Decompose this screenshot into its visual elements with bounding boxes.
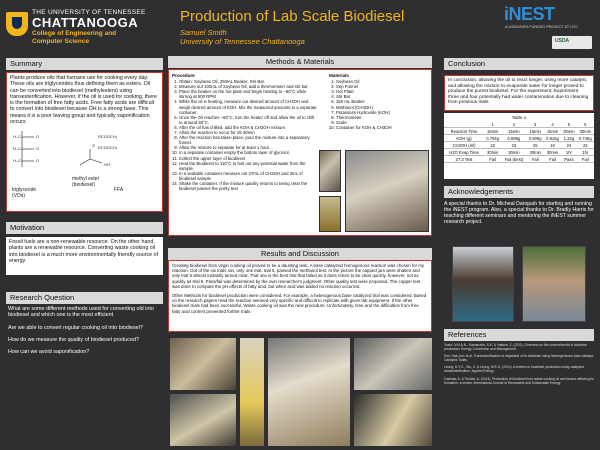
results-photo-tube — [240, 338, 264, 446]
material-item: 7. Potassium Hydroxide (KOH) — [336, 110, 429, 115]
lab-photo-bench — [345, 150, 429, 232]
table-cell: Fail — [544, 156, 561, 163]
material-item: 1. Soybean Oil — [336, 79, 429, 84]
table-cell: 27:3 Test — [444, 156, 484, 163]
chem-label-ffa: FFA — [114, 187, 124, 193]
methods-box — [168, 69, 432, 236]
svg-text:O: O — [92, 143, 96, 148]
results-table — [444, 121, 594, 163]
reference-item: Kim, Hak-Joo; et al. Transesterification of vegetable oil to biodiesel using heterogeneous base catalyst. Catalysis Today. — [444, 354, 594, 363]
procedure-block — [172, 73, 318, 191]
material-item: 6. Methanol (CH3OH) — [336, 105, 429, 110]
conclusion-text: In conclusion, allowing the oil to react longer, using more catalyst, and allowing the mixture to evaporate water for longer proved to produce the purest biodiesel. For the experiment, Experiment three and four potentially had water contamination due to cleaning from previous trials — [448, 78, 589, 106]
material-item: 8. Thermometer — [336, 115, 429, 120]
table-cell: 1.32g — [561, 135, 576, 142]
table-cell: 0.809g — [527, 135, 544, 142]
results-table-box — [444, 113, 594, 179]
table-cell: 1hr — [577, 149, 594, 156]
table-cell: Pass — [561, 156, 576, 163]
university-name-line2: CHATTANOOGA — [32, 15, 139, 30]
procedure-step: 11. Collect the upper layer of biodiesel — [179, 156, 318, 161]
svg-text:RCOOCH₃: RCOOCH₃ — [98, 134, 118, 139]
usda-logo-text: USDA — [555, 38, 570, 44]
results-photo-trials — [170, 394, 236, 446]
procedure-step: 9. Allow the mixture to separate for at least 1 hour. — [179, 145, 318, 150]
results-paragraph-2: Other Methods for biodiesel production were considered. For example, a heterogenous base catalyzed trial was considered. Based on the research papers read the reaction seemed very specific and difficult to replicate with given lab equipment. If the other biodiesel trials had been successful, Waste cooking oil was the next procedure. Unfortunately, time and the difficulties from free fatty acid content prevented further trials. — [172, 293, 427, 314]
table-row — [444, 142, 594, 149]
table-cell: Fail (best) — [501, 156, 526, 163]
college-name: College of Engineering and Computer Science — [32, 30, 117, 45]
inest-logo: iNEST — [504, 4, 555, 24]
research-question-1: What are some different methods used for converting old into biodiesel and which one is the most efficient — [8, 306, 154, 319]
table-cell: 30min — [484, 149, 501, 156]
reference-item: Gashaw, A. & Teshita, A. (2014). Production of biodiesel from waste cooking oil and factors affecting its formation: a review. International Journal of Renewable and Sustainable Energy. — [444, 376, 594, 385]
reference-item: Yusuf, N.N.A.N., Kamarudin, S.K. & Yaakub, Z. (2011). Overview on the current trends in biodiesel production. Energy Conversion and Management. — [444, 343, 588, 352]
table-cell: 30min — [501, 149, 526, 156]
author-block — [180, 28, 305, 46]
reference-item: Leung, D.Y.C., Wu, X. & Leung, M.K.H. (2010). A review on biodiesel production using catalyzed transesterification. Applied Energy. — [444, 365, 585, 374]
motivation-heading: Motivation — [6, 222, 163, 234]
utc-logo-icon — [6, 12, 28, 36]
procedure-step: 13. In a sealable container measure out 27mL of CH3OH and 3mL of biodiesel sample — [179, 171, 318, 181]
table-cell: 25 — [527, 142, 544, 149]
references-list — [444, 343, 594, 388]
results-photo-vials — [354, 394, 432, 446]
table-cell: 15min — [544, 128, 561, 135]
procedure-list — [172, 79, 318, 191]
author-affiliation: University of Tennessee Chattanooga — [180, 37, 305, 46]
table-cell: 15min — [484, 128, 501, 135]
material-item: 5. 250 mL Beaker — [336, 99, 429, 104]
table-cell: 30min — [544, 149, 561, 156]
inest-subtitle: A USDA/NIFA FUNDED PROJECT AT UTC — [505, 25, 578, 29]
table-cell: KOH (g) — [444, 135, 484, 142]
procedure-step: 6. After the oil has chilled, add the KOH & CH3OH mixture. — [179, 125, 318, 130]
svg-text:(VOs): (VOs) — [12, 193, 26, 199]
materials-block — [329, 73, 429, 130]
procedure-step: 8. After the reaction has taken place, pour the mixture into a separatory funnel. — [179, 135, 318, 145]
chem-label-triglyceride: triglyceride — [12, 187, 37, 193]
procedure-step: 10. In a separate container empty the bottom layer of glycerol. — [179, 150, 318, 155]
material-item: 2. Sep Funnel — [336, 84, 429, 89]
table-cell: 30min — [527, 149, 544, 156]
usda-logo-icon — [552, 36, 592, 49]
table-cell: 30min — [561, 128, 576, 135]
table-row — [444, 156, 594, 163]
research-question-heading: Research Question — [6, 292, 163, 304]
svg-text:O: O — [36, 146, 40, 151]
motivation-text: Fossil fuels are a non-renewable resource. On the other hand, plants are a renewable resource. Converting waste cooking oil into biodiesel is a much more environmentally friendly source of energy. — [9, 239, 158, 264]
conclusion-heading: Conclusion — [444, 58, 594, 70]
table-header-cell: 6 — [577, 121, 594, 128]
svg-text:H–C–: H–C– — [13, 146, 24, 151]
table-cell: Reaction Time — [444, 128, 484, 135]
table-row — [444, 128, 594, 135]
table-header-cell: 5 — [561, 121, 576, 128]
portrait-harris — [522, 246, 586, 322]
results-photo-jars — [170, 338, 236, 390]
table-row — [444, 135, 594, 142]
material-item: 9. Scale — [336, 120, 429, 125]
table-cell: 22 — [484, 142, 501, 149]
summary-heading: Summary — [6, 58, 163, 70]
table-cell: 15min — [527, 128, 544, 135]
acknowledgements-text: A special thanks to Dr. Micheal Danquah for starting and running the iNEST program. Also, a special thanks to Dr. Bradly Harris for teaching different seminars and mentoring the iNEST summer research project. — [444, 201, 594, 225]
svg-text:RCOOCH₃: RCOOCH₃ — [98, 145, 118, 150]
results-paragraph-1: Creating biodiesel from virgin cooking oil proved to be a daunting task. A base catalyzed homogenous reaction was chosen for my reaction. Out of the six trials ran, only one trial, trial 5, passed the methanol test. In the picture the capped jars were shaken and only trial 5 almost instantly turned clear. Trial one is the best trial that failed as it does return to be clear quickly, however, not as quickly as trial 5. Pass/fail was determined by the own researcher's judgment. Other quality test were proposed. The copper test was done to compare the pH effects of fatty acid, but when acid was added no reaction occurred. — [172, 263, 425, 289]
table-cell: 22 — [577, 142, 594, 149]
acknowledgements-heading: Acknowledgements — [444, 186, 594, 198]
poster-title: Production of Lab Scale Biodiesel — [180, 8, 405, 25]
procedure-step: 14. Shake the container. If the mixture quickly returns to being clear the biodiesel passes the purity test — [179, 181, 318, 191]
table-cell: CH3OH (ml) — [444, 142, 484, 149]
author-name: Samuel Smith — [180, 28, 227, 37]
portrait-danquah — [452, 246, 514, 322]
table-header-cell: 4 — [544, 121, 561, 128]
procedure-step: 7. Allow the reaction to occur for 15-30min — [179, 130, 318, 135]
svg-text:(biodiesel): (biodiesel) — [72, 182, 96, 188]
chem-label-methyl-ester: methyl ester — [72, 176, 100, 182]
procedure-step: 4. While the oil is heating, measure out desired amount of CH3OH and weigh desired amount of KOH. Mix the measured amounts in a separate container. — [179, 99, 318, 114]
results-heading: Results and Discussion — [168, 248, 432, 260]
lab-photo-sample — [319, 196, 341, 232]
table-cell: 24 — [561, 142, 576, 149]
table-cell: Fail — [527, 156, 544, 163]
summary-text: Plants produce oils that humans use for cooking every day. These oils are triglycerides thus defining them as esters. Oil can be converted into biodiesel (methylesters) using transesterification. However, if the oil is used for cooking, there is the formation of free fatty acids. Free fatty acids are difficult to convert into biodiesel because OH is a strong base. This means it is a poor leaving group and typically saponification occurs — [10, 75, 157, 126]
table-cell: H2O Evap Time — [444, 149, 484, 156]
procedure-title: Procedure — [172, 73, 195, 78]
table-header-cell: 3 — [527, 121, 544, 128]
svg-text:H–C–: H–C– — [13, 158, 24, 163]
research-question-list — [8, 306, 163, 361]
svg-text:O: O — [36, 134, 40, 139]
svg-text:H–C–: H–C– — [13, 134, 24, 139]
table-cell: 23 — [501, 142, 526, 149]
research-question-2: Are we able to convert regular cooking oil into biodiesel? — [8, 324, 143, 331]
table-cell: 0.889g — [501, 135, 526, 142]
research-question-3: How do we measure the quality of biodiesel produced? — [8, 336, 139, 343]
summary-box — [6, 72, 163, 212]
table-cell: Fail — [577, 156, 594, 163]
table-cell: 18 — [544, 142, 561, 149]
procedure-step: 1. Obtain: Soybean Oil, 250mL Beaker, Stir Bar. — [179, 79, 318, 84]
svg-text:OH: OH — [104, 162, 110, 167]
materials-title: Materials — [329, 73, 349, 78]
table-cell: 0.816g — [544, 135, 561, 142]
material-item: 3. Hot Plate — [336, 89, 429, 94]
table-cell: Fail — [484, 156, 501, 163]
procedure-step: 5. Once the Oil reaches ~60°C, turn the heater off and allow the oil to chill to around 50°C. — [179, 115, 318, 125]
procedure-step: 3. Place the beaker on the hot plate and begin heating to ~60°C while stirring at 500 RPM — [179, 89, 318, 99]
materials-list — [329, 79, 429, 130]
table-caption: Table 1 — [511, 115, 527, 120]
table-cell: 0.746g — [577, 135, 594, 142]
svg-text:O: O — [36, 158, 40, 163]
procedure-step: 2. Measure out 100mL of Soybean Oil, add a thermometer and stir bar — [179, 84, 318, 89]
motivation-box — [6, 237, 163, 275]
table-cell: 15min — [501, 128, 526, 135]
results-photo-setup — [354, 338, 432, 390]
conclusion-box — [444, 75, 594, 111]
research-question-4: How can we avoid saponification? — [8, 349, 90, 356]
table-header-cell: 1 — [484, 121, 501, 128]
table-cell: 30min — [577, 128, 594, 135]
poster-header — [0, 0, 600, 56]
methods-heading: Methods & Materials — [168, 56, 432, 68]
table-row — [444, 149, 594, 156]
references-heading: References — [444, 329, 594, 341]
table-cell: 1hr — [561, 149, 576, 156]
lab-photo-sepfunnel — [319, 150, 341, 192]
procedure-step: 12. Heat the Biodiesel to 110°C to boil out any potential water from the sample — [179, 161, 318, 171]
results-box — [168, 260, 432, 332]
table-cell: 0.794g — [484, 135, 501, 142]
material-item: 4. Stir Bar — [336, 94, 429, 99]
transesterification-diagram — [10, 125, 158, 209]
university-name-line1: THE UNIVERSITY OF TENNESSEE — [32, 9, 146, 16]
material-item: 10. Container for KOH & CH3OH — [336, 125, 429, 130]
table-header-cell: 2 — [501, 121, 526, 128]
table-body — [444, 128, 594, 163]
results-photo-separation — [268, 338, 350, 446]
